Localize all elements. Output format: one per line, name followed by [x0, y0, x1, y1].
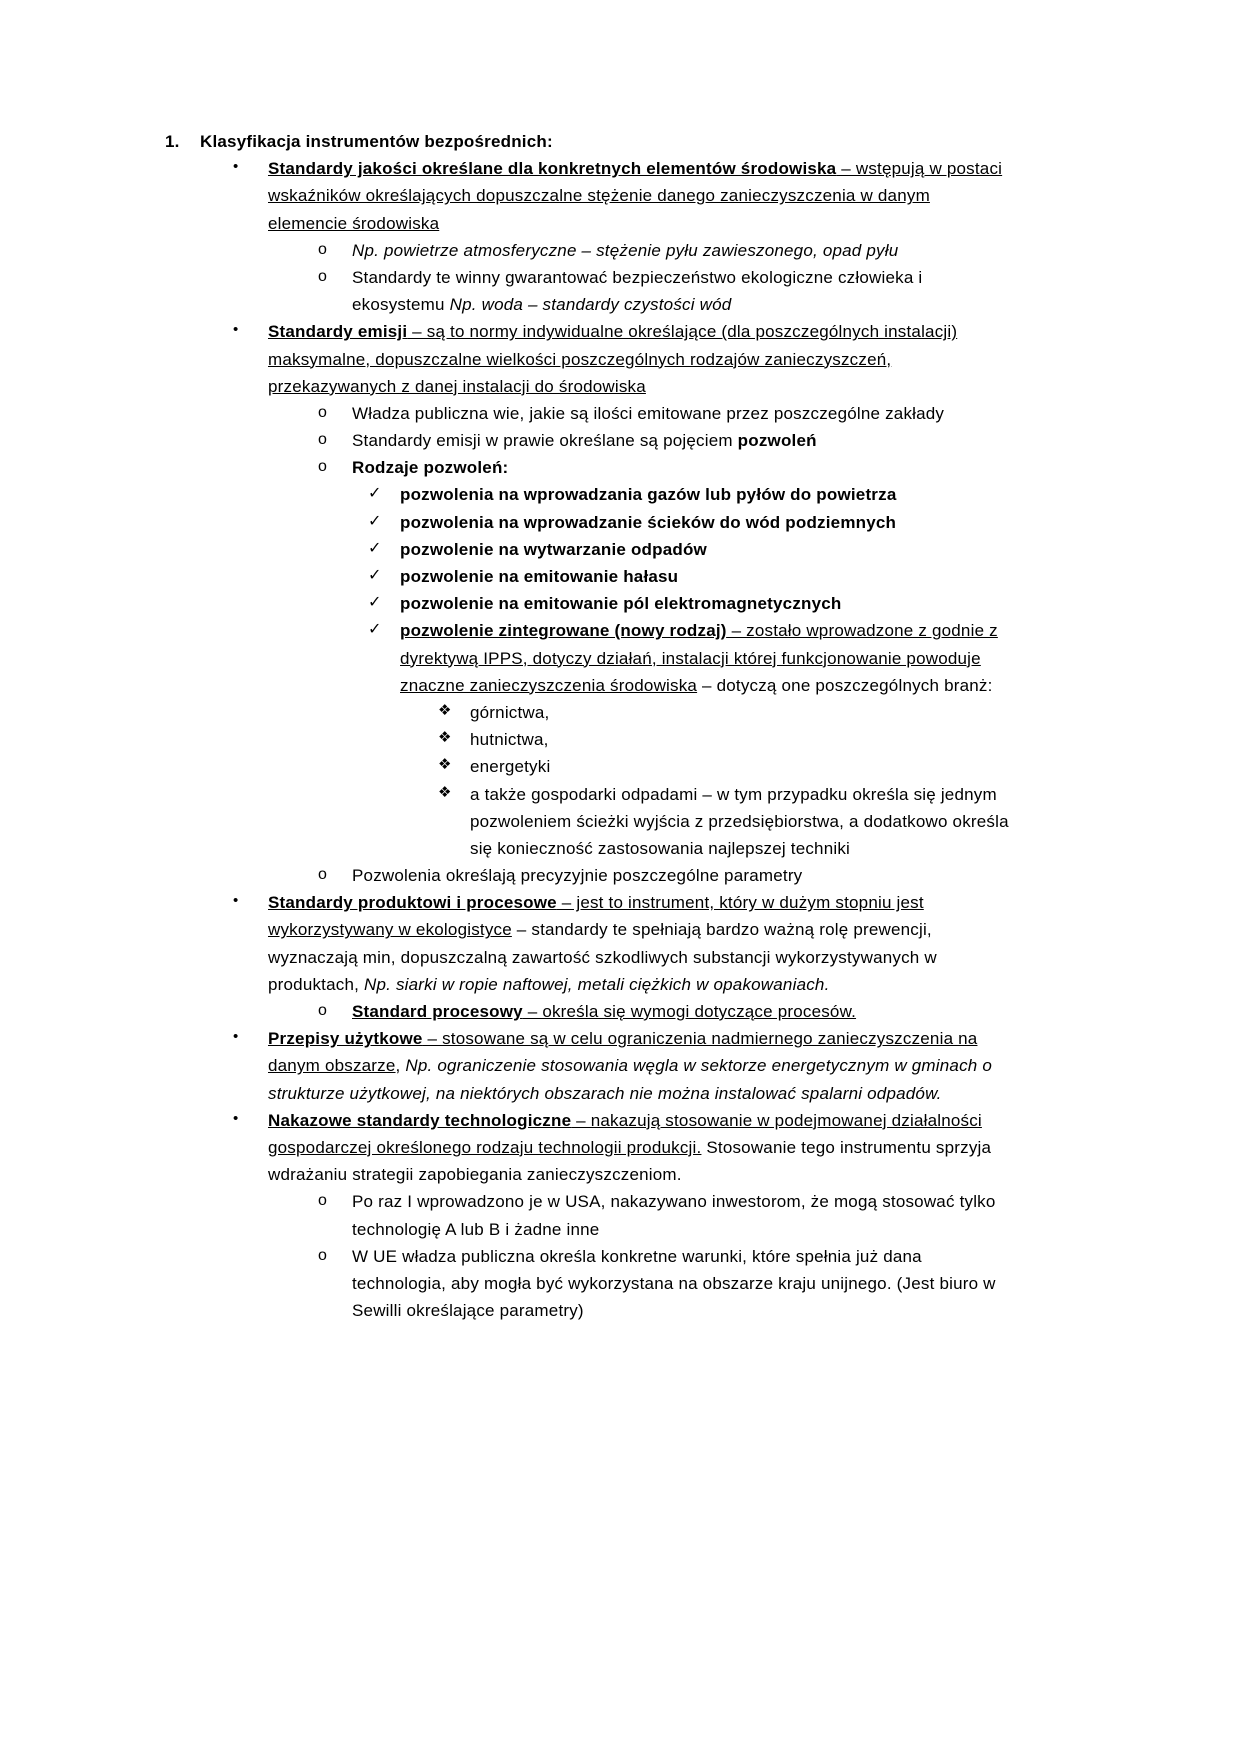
- text-segment: Rodzaje pozwoleń:: [352, 458, 509, 478]
- diamond-icon: ❖: [438, 756, 452, 774]
- list-item-text: [400, 509, 1014, 536]
- list-item-text: [352, 1188, 1014, 1242]
- text-segment: – zostało wprowadzone z godnie z dyrektywą IPPS, dotyczy działań, instalacji której funkcjonowanie powoduje znaczne zanieczyszczenia środowiska: [400, 621, 998, 695]
- list-item: [318, 1188, 1014, 1242]
- circle-marker-icon: o: [318, 1192, 328, 1210]
- text-segment: Standardy emisji: [268, 322, 408, 342]
- text-segment: Standardy jakości określane dla konkretnych elementów środowiska: [268, 159, 837, 179]
- list-item: [318, 454, 1014, 481]
- text-segment: – standardy te spełniają bardzo ważną rolę prewencji, wyznaczają min, dopuszczalną zawartość szkodliwych substancji wykorzystywanych w produktach,: [268, 920, 937, 994]
- text-segment: pozwolenie na emitowanie hałasu: [400, 567, 679, 586]
- diamond-icon: ❖: [438, 783, 452, 801]
- list-item-text: [470, 699, 1014, 726]
- text-segment: – określa się wymogi dotyczące procesów.: [522, 1002, 857, 1021]
- list-item-text: [352, 862, 1014, 889]
- list-item-text: [400, 590, 1014, 617]
- text-segment: Standardy te winny gwarantować bezpieczeństwo ekologiczne człowieka i ekosystemu: [352, 267, 923, 315]
- diamond-icon: ❖: [438, 701, 452, 719]
- list-item: [368, 509, 1014, 536]
- text-segment: Np. woda – standardy czystości wód: [449, 295, 732, 315]
- list-item: [368, 617, 1014, 699]
- list-item: [368, 536, 1014, 563]
- list-item: [318, 400, 1014, 427]
- list-item: [438, 699, 1014, 726]
- text-segment: a także gospodarki odpadami – w tym przypadku określa się jednym pozwoleniem ścieżki wyjścia z przedsiębiorstwa, a dodatkowo określa się konieczność zastosowania najlepszej techniki: [470, 784, 1009, 858]
- list-item-text: [352, 237, 1014, 264]
- list-item-text: [352, 998, 1014, 1025]
- text-segment: Po raz I wprowadzono je w USA, nakazywano inwestorom, że mogą stosować tylko technologię A lub B i żadne inne: [352, 1192, 996, 1239]
- text-segment: – dotyczą one poszczególnych branż:: [697, 675, 993, 695]
- list-item: [233, 1107, 1014, 1189]
- list-item-text: [470, 726, 1014, 753]
- text-segment: – nakazują stosowanie w podejmowanej działalności gospodarczej określonego rodzaju technologii produkcji.: [268, 1110, 982, 1157]
- text-segment: Np. siarki w ropie naftowej, metali ciężkich w opakowaniach.: [363, 974, 830, 994]
- list-item: [318, 427, 1014, 454]
- check-icon: ✓: [368, 539, 382, 557]
- list-item-text: [352, 264, 1014, 318]
- bullet-icon: •: [233, 158, 239, 176]
- text-segment: – są to normy indywidualne określające (dla poszczególnych instalacji) maksymalne, dopuszczalne wielkości poszczególnych rodzajów zanieczyszczeń, przekazywanych z danej instalacji do środowiska: [268, 322, 958, 396]
- text-segment: – wstępują w postaci wskaźników określających dopuszczalne stężenie danego zanieczyszczenia w danym elemencie środowiska: [268, 159, 1003, 233]
- list-item-text: [352, 400, 1014, 427]
- circle-marker-icon: o: [318, 403, 328, 421]
- list-item: [368, 563, 1014, 590]
- circle-marker-icon: o: [318, 866, 328, 884]
- list-item-text: [352, 1243, 1014, 1325]
- circle-marker-icon: o: [318, 1002, 328, 1019]
- text-segment: pozwolenie na wytwarzanie odpadów: [400, 539, 707, 559]
- list-item: [318, 862, 1014, 889]
- text-segment: pozwoleń: [737, 431, 817, 451]
- text-segment: pozwolenia na wprowadzania gazów lub pyłów do powietrza: [400, 485, 897, 505]
- list-item-text: [352, 427, 1014, 454]
- list-item: [438, 753, 1014, 780]
- text-segment: Np. powietrze atmosferyczne – stężenie pyłu zawieszonego, opad pyłu: [352, 240, 899, 260]
- bullet-icon: •: [233, 1028, 239, 1046]
- text-segment: Nakazowe standardy technologiczne: [268, 1110, 572, 1130]
- text-segment: pozwolenie na emitowanie pól elektromagnetycznych: [400, 594, 842, 614]
- text-segment: Standard procesowy: [352, 1002, 523, 1021]
- list-item-text: [268, 155, 1014, 237]
- circle-marker-icon: o: [318, 458, 328, 476]
- check-icon: ✓: [368, 567, 382, 584]
- list-item: [318, 998, 1014, 1025]
- diamond-icon: ❖: [438, 729, 452, 747]
- text-segment: pozwolenia na wprowadzanie ścieków do wód podziemnych: [400, 512, 897, 532]
- list-item-text: [268, 318, 1014, 400]
- list-item-text: [400, 536, 1014, 563]
- list-item-text: [400, 481, 1014, 508]
- check-icon: ✓: [368, 512, 382, 530]
- bullet-icon: •: [233, 1109, 239, 1127]
- list-item: [233, 889, 1014, 998]
- circle-marker-icon: o: [318, 267, 328, 285]
- list-item-text: [400, 617, 1014, 699]
- list-item-text: [268, 1025, 1014, 1107]
- text-segment: – jest to instrument, który w dużym stopniu jest wykorzystywany w ekologistyce: [268, 893, 924, 940]
- check-icon: ✓: [368, 485, 382, 503]
- text-segment: Klasyfikacja instrumentów bezpośrednich:: [200, 132, 553, 151]
- document-body: [165, 128, 1014, 1324]
- text-segment: Pozwolenia określają precyzyjnie poszczególne parametry: [352, 866, 803, 886]
- list-item: [233, 155, 1014, 237]
- list-item: [233, 318, 1014, 400]
- text-segment: górnictwa,: [470, 702, 550, 722]
- list-item: [368, 481, 1014, 508]
- text-segment: hutnictwa,: [470, 730, 549, 750]
- circle-marker-icon: o: [318, 240, 328, 258]
- list-item-text: [470, 753, 1014, 780]
- list-item: [368, 590, 1014, 617]
- list-item: [438, 781, 1014, 863]
- list-item: [318, 264, 1014, 318]
- circle-marker-icon: o: [318, 431, 328, 449]
- list-item-text: [352, 454, 1014, 481]
- text-segment: Władza publiczna wie, jakie są ilości emitowane przez poszczególne zakłady: [352, 403, 945, 423]
- list-item-text: [200, 128, 1014, 155]
- text-segment: ,: [395, 1056, 406, 1076]
- text-segment: – stosowane są w celu ograniczenia nadmiernego zanieczyszczenia na danym obszarze: [268, 1029, 978, 1076]
- check-icon: ✓: [368, 594, 382, 612]
- text-segment: Przepisy użytkowe: [268, 1029, 423, 1049]
- bullet-icon: •: [233, 321, 239, 339]
- list-item-text: [268, 889, 1014, 998]
- text-segment: Stosowanie tego instrumentu sprzyja wdrażaniu strategii zapobiegania zanieczyszczeniom.: [268, 1137, 992, 1185]
- list-item-text: [470, 781, 1014, 863]
- list-item-text: [268, 1107, 1014, 1189]
- list-item-text: [400, 563, 1014, 590]
- text-segment: Standardy emisji w prawie określane są pojęciem: [352, 431, 738, 451]
- text-segment: pozwolenie zintegrowane (nowy rodzaj): [400, 621, 727, 641]
- list-item: [318, 1243, 1014, 1325]
- list-item: [318, 237, 1014, 264]
- list-item: [438, 726, 1014, 753]
- text-segment: Standardy produktowi i procesowe: [268, 893, 557, 913]
- circle-marker-icon: o: [318, 1246, 328, 1264]
- check-icon: ✓: [368, 621, 382, 639]
- list-item: [165, 128, 1014, 155]
- list-item: [233, 1025, 1014, 1107]
- number-marker: 1.: [165, 132, 180, 151]
- text-segment: Np. ograniczenie stosowania węgla w sektorze energetycznym w gminach o strukturze użytkowej, na niektórych obszarach nie można instalować spalarni odpadów.: [268, 1056, 993, 1103]
- text-segment: W UE władza publiczna określa konkretne warunki, które spełnia już dana technologia, aby mogła być wykorzystana na obszarze kraju unijnego. (Jest biuro w Sewilli określające parametry): [352, 1246, 996, 1321]
- bullet-icon: •: [233, 892, 239, 910]
- text-segment: energetyki: [470, 757, 551, 777]
